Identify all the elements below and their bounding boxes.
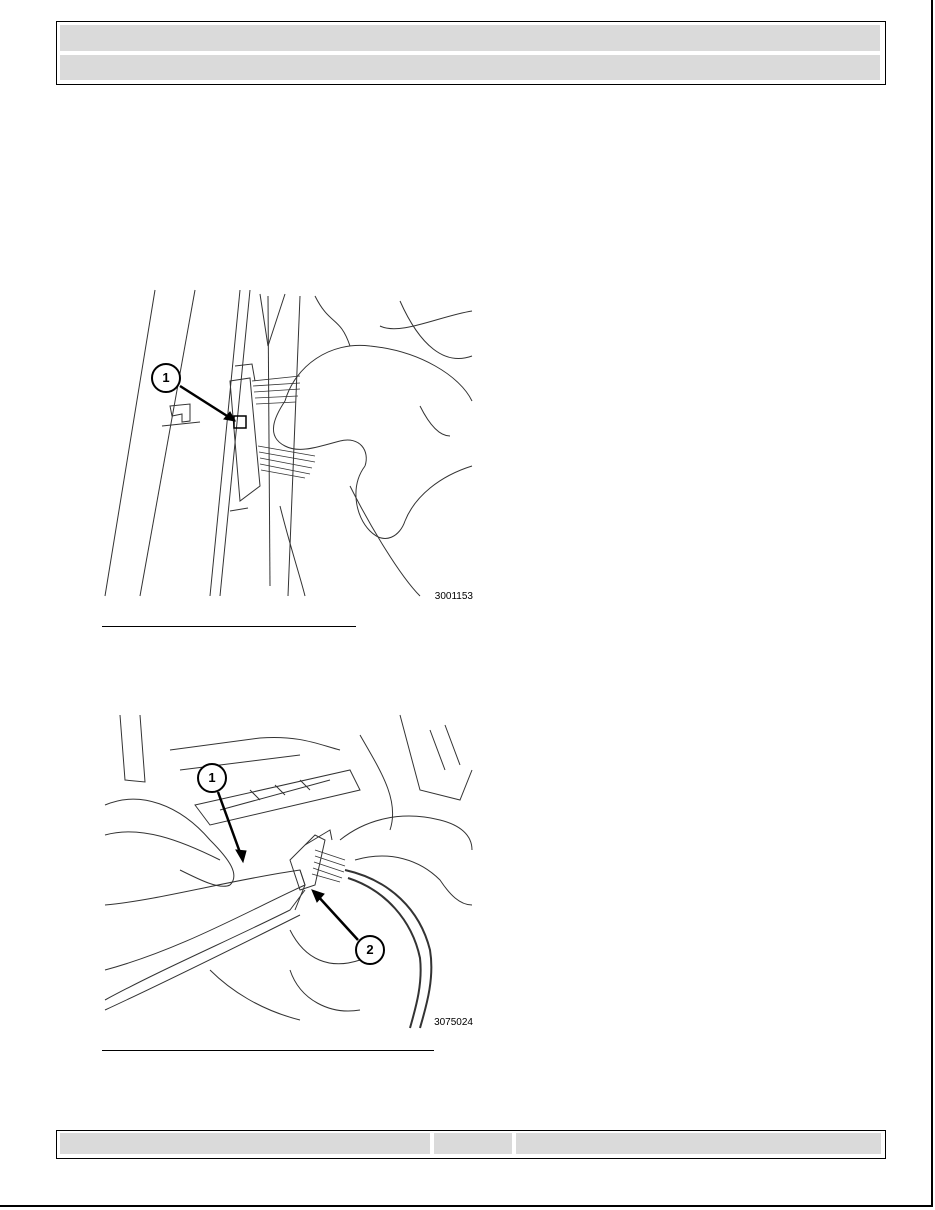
page-footer bbox=[56, 1130, 886, 1159]
page-header bbox=[56, 21, 886, 85]
figure-1-code: 3001153 bbox=[434, 591, 473, 602]
figure-2-illustration bbox=[100, 710, 475, 1030]
footer-right bbox=[516, 1133, 881, 1154]
figure-2-callout-2: 2 bbox=[366, 942, 374, 957]
footer-middle bbox=[434, 1133, 512, 1154]
figure-1-callout-1: 1 bbox=[162, 370, 170, 385]
figure-1-rule bbox=[102, 626, 356, 627]
header-subtitle bbox=[60, 55, 880, 80]
figure-1-illustration bbox=[100, 286, 475, 604]
figure-2-rule bbox=[102, 1050, 434, 1051]
header-title bbox=[60, 25, 880, 51]
footer-left bbox=[60, 1133, 430, 1154]
figure-2-callout-1: 1 bbox=[208, 770, 216, 785]
figure-2-code: 3075024 bbox=[434, 1017, 473, 1028]
